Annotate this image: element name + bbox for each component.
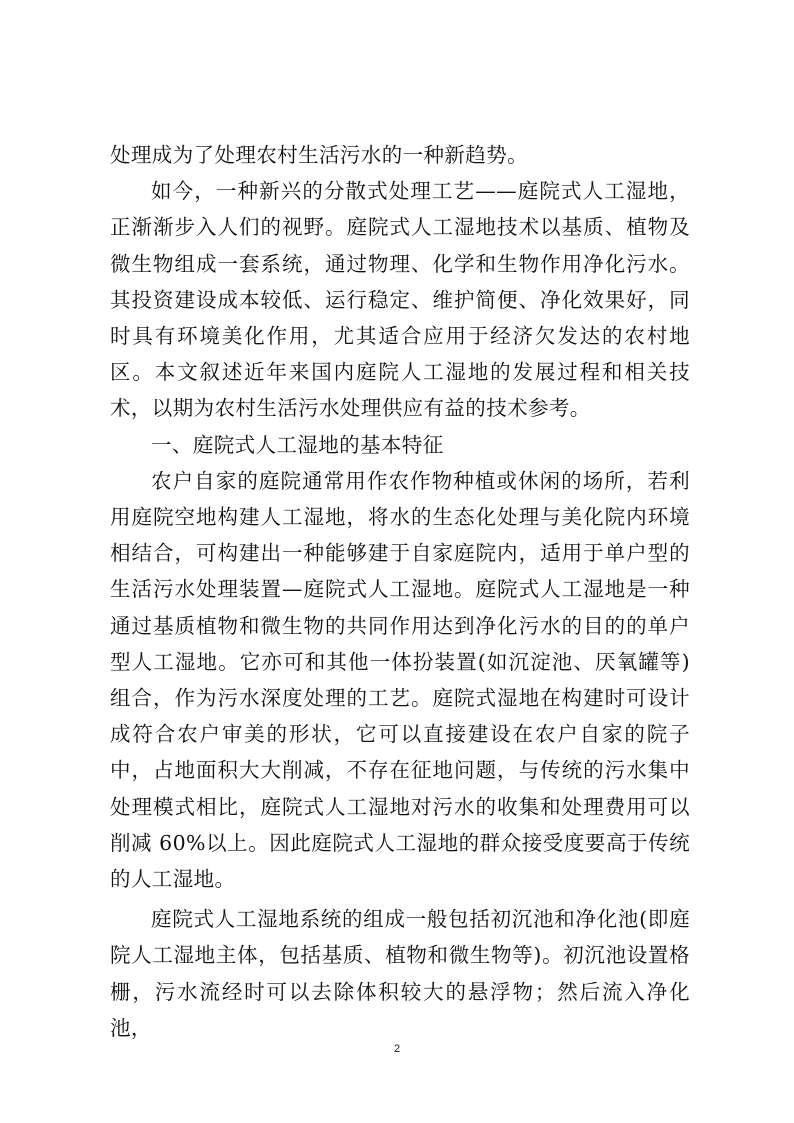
paragraph-introduction: 如今，一种新兴的分散式处理工艺——庭院式人工湿地，正渐渐步入人们的视野。庭院式人工湿地技术以基质、植物及微生物组成一套系统，通过物理、化学和生物作用净化污水。其投资建设成本较低、运行稳定、维护简便、净化效果好，同时具有环境美化作用，尤其适合应用于经济欠发达的农村地区。本文叙述近年来国内庭院人工湿地的发展过程和相关技术，以期为农村生活污水处理供应有益的技术参考。	[110, 179, 690, 421]
document-page	[110, 137, 690, 1046]
section-heading: 一、庭院式人工湿地的基本特征	[151, 432, 444, 457]
paragraph-characteristics: 农户自家的庭院通常用作农作物种植或休闲的场所，若利用庭院空地构建人工湿地，将水的生态化处理与美化院内环境相结合，可构建出一种能够建于自家庭院内，适用于单户型的生活污水处理装置—庭院式人工湿地。庭院式人工湿地是一种通过基质植物和微生物的共同作用达到净化污水的目的的单户型人工湿地。它亦可和其他一体扮装置(如沉淀池、厌氧罐等)组合，作为污水深度处理的工艺。庭院式湿地在构建时可设计成符合农户审美的形状，它可以直接建设在农户自家的院子中，占地面积大大削减，不存在征地问题，与传统的污水集中处理模式相比，庭院式人工湿地对污水的收集和处理费用可以削减 60%以上。因此庭院式人工湿地的群众接受度要高于传统的人工湿地。	[110, 468, 690, 892]
paragraph-continuation: 处理成为了处理农村生活污水的一种新趋势。	[110, 143, 528, 167]
paragraph-system-composition: 庭院式人工湿地系统的组成一般包括初沉池和净化池(即庭院人工湿地主体，包括基质、植物和微生物等)。初沉池设置格栅，污水流经时可以去除体积较大的悬浮物；然后流入净化池，	[110, 907, 690, 1040]
page-number: 2	[393, 1043, 401, 1055]
